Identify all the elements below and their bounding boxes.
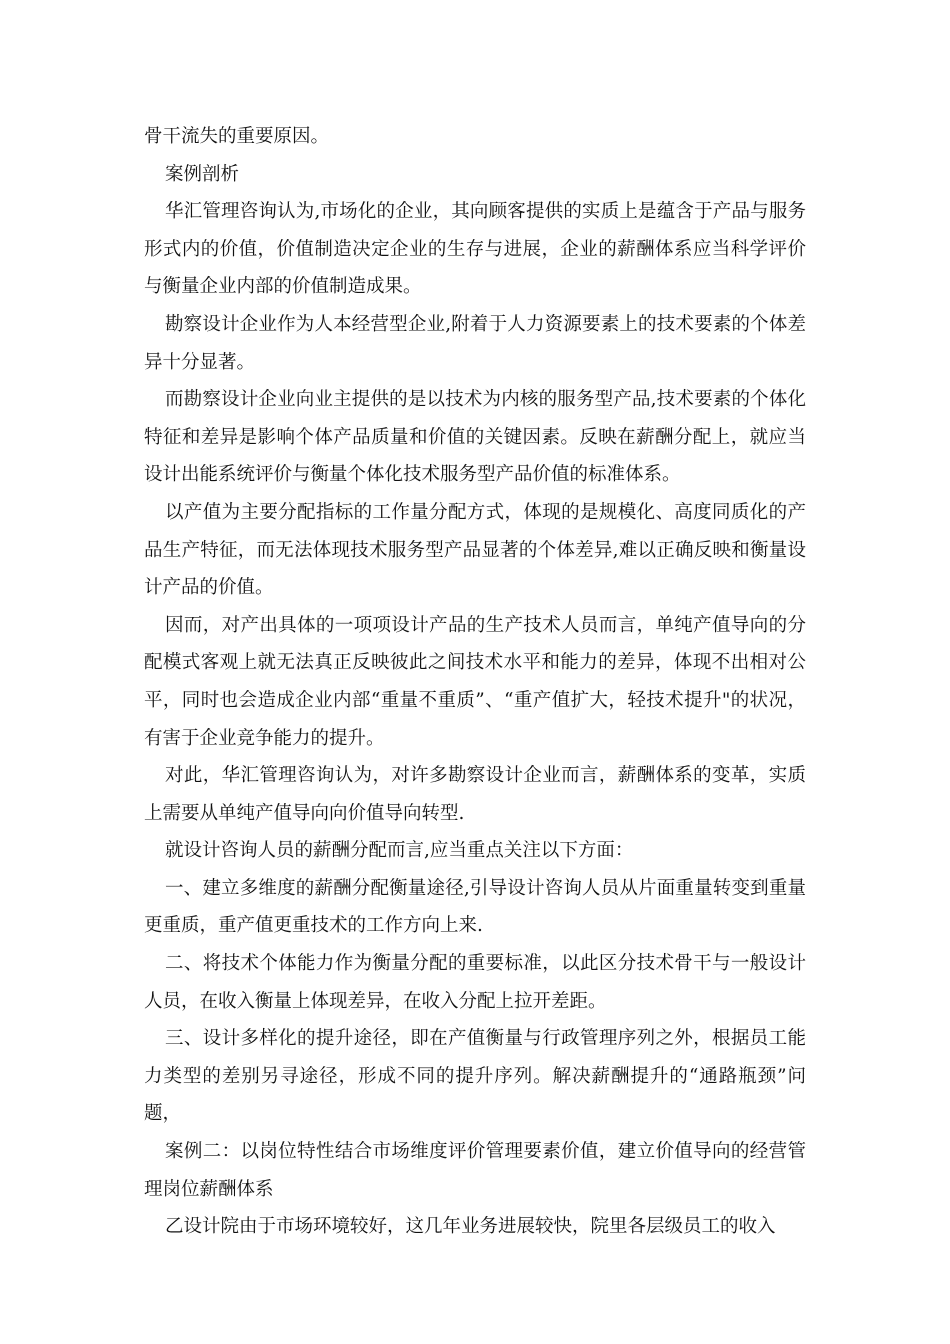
paragraph: 骨干流失的重要原因。	[144, 126, 330, 147]
paragraph: 华汇管理咨询认为,市场化的企业，其向顾客提供的实质上是蕴含于产品与服务形式内的价值，价值制造决定企业的生存与进展，企业的薪酬体系应当科学评价与衡量企业内部的价值制造成果。	[144, 201, 806, 298]
paragraph: 而勘察设计企业向业主提供的是以技术为内核的服务型产品,技术要素的个体化特征和差异是影响个体产品质量和价值的关键因素。反映在薪酬分配上，就应当设计出能系统评价与衡量个体化技术服务型产品价值的标准体系。	[144, 389, 806, 486]
list-item: 二、将技术个体能力作为衡量分配的重要标准，以此区分技术骨干与一般设计人员，在收入衡量上体现差异，在收入分配上拉开差距。	[144, 953, 806, 1012]
paragraph: 就设计咨询人员的薪酬分配而言,应当重点关注以下方面：	[165, 840, 634, 862]
document-body	[144, 118, 806, 1246]
paragraph: 对此，华汇管理咨询认为，对许多勘察设计企业而言，薪酬体系的变革，实质上需要从单纯产值导向向价值导向转型.	[144, 765, 806, 824]
paragraph: 以产值为主要分配指标的工作量分配方式，体现的是规模化、高度同质化的产品生产特征，而无法体现技术服务型产品显著的个体差异,难以正确反映和衡量设计产品的价值。	[144, 501, 806, 599]
paragraph: 乙设计院由于市场环境较好，这几年业务进展较快，院里各层级员工的收入	[165, 1216, 776, 1238]
section-heading: 案例二：以岗位特性结合市场维度评价管理要素价值，建立价值导向的经营管理岗位薪酬体系	[144, 1141, 806, 1200]
paragraph: 勘察设计企业作为人本经营型企业,附着于人力资源要素上的技术要素的个体差异十分显著。	[144, 313, 806, 373]
list-item: 三、设计多样化的提升途径，即在产值衡量与行政管理序列之外，根据员工能力类型的差别另寻途径，形成不同的提升序列。解决薪酬提升的“通路瓶颈”问题，	[144, 1028, 806, 1125]
paragraph: 因而，对产出具体的一项项设计产品的生产技术人员而言，单纯产值导向的分配模式客观上就无法真正反映彼此之间技术水平和能力的差异，体现不出相对公平，同时也会造成企业内部“重量不重质”、“重产值扩大，轻技术提升"的状况，有害于企业竞争能力的提升。	[144, 614, 806, 749]
section-heading: 案例剖析	[165, 163, 240, 185]
list-item: 一、建立多维度的薪酬分配衡量途径,引导设计咨询人员从片面重量转变到重量更重质，重产值更重技术的工作方向上来.	[144, 877, 806, 937]
